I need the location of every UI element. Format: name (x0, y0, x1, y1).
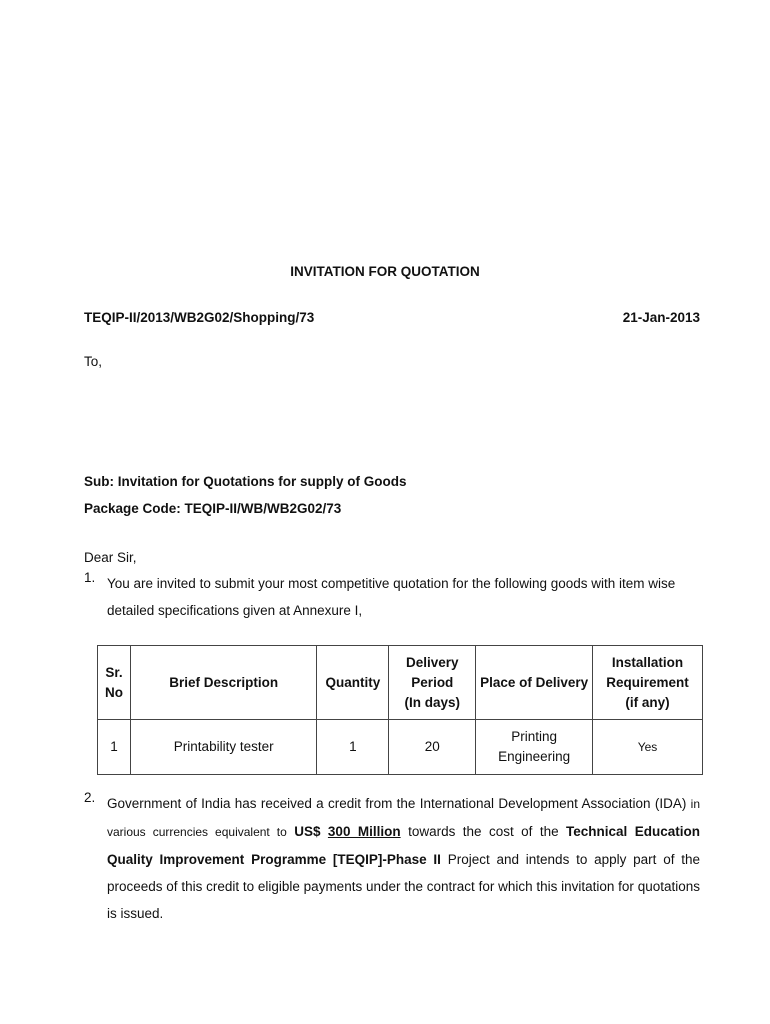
addressee: To, (84, 354, 103, 369)
cell-description: Printability tester (130, 720, 316, 775)
cell-place-line2: Engineering (498, 749, 571, 764)
paragraph-2-part5: Project and intends to apply part of the proceeds of this credit to eligible payments under the contract for which this invitation for quotations is issued. (107, 852, 700, 921)
paragraph-1 (84, 570, 700, 624)
credit-amount: 300 Million (327, 824, 401, 839)
table-header-row (98, 646, 703, 720)
header-place: Place of Delivery (476, 646, 593, 720)
paragraph-2-part1: Government of India has received a credit from the International Development Association (IDA) (107, 796, 687, 811)
header-installation-line3: (if any) (625, 694, 670, 710)
paragraph-2-part4: towards the cost of the (408, 824, 559, 839)
document-title: INVITATION FOR QUOTATION (290, 264, 480, 279)
cell-place (476, 720, 593, 775)
paragraph-2-part2: in various currencies equivalent to (107, 797, 700, 839)
cell-quantity: 1 (317, 720, 389, 775)
document-date: 21-Jan-2013 (622, 310, 700, 325)
header-delivery-period (389, 646, 476, 720)
table-row (98, 720, 703, 775)
paragraph-1-text: You are invited to submit your most competitive quotation for the following goods with item wise detailed specifications given at Annexure I, (107, 576, 676, 618)
paragraph-2-currency: US$ (294, 824, 321, 839)
header-installation-line1: Installation (611, 654, 684, 670)
paragraph-1-number: 1. (84, 570, 96, 585)
cell-place-line1: Printing (511, 729, 558, 744)
cell-sr: 1 (98, 720, 131, 775)
paragraph-2 (84, 790, 700, 927)
header-delivery-line3: (In days) (404, 694, 461, 710)
header-delivery-line1: Delivery (406, 654, 459, 670)
header-installation-line2: Requirement (606, 674, 689, 690)
header-sr-line1: Sr. (105, 664, 123, 680)
subject-line: Sub: Invitation for Quotations for supply of Goods (84, 474, 407, 489)
header-quantity: Quantity (317, 646, 389, 720)
paragraph-2-text (107, 790, 700, 927)
cell-delivery-period: 20 (389, 720, 476, 775)
header-installation (593, 646, 703, 720)
reference-row (84, 310, 700, 325)
salutation: Dear Sir, (84, 550, 137, 565)
reference-number: TEQIP-II/2013/WB2G02/Shopping/73 (84, 310, 315, 325)
cell-installation: Yes (593, 720, 703, 775)
paragraph-2-number: 2. (84, 790, 96, 805)
header-sr-no (98, 646, 131, 720)
goods-table (97, 645, 703, 775)
header-description: Brief Description (130, 646, 316, 720)
header-sr-line2: No (104, 684, 123, 700)
programme-name: Technical Education Quality Improvement Programme [TEQIP]-Phase II (107, 824, 700, 867)
package-code: Package Code: TEQIP-II/WB/WB2G02/73 (84, 501, 342, 516)
header-delivery-line2: Period (411, 674, 454, 690)
